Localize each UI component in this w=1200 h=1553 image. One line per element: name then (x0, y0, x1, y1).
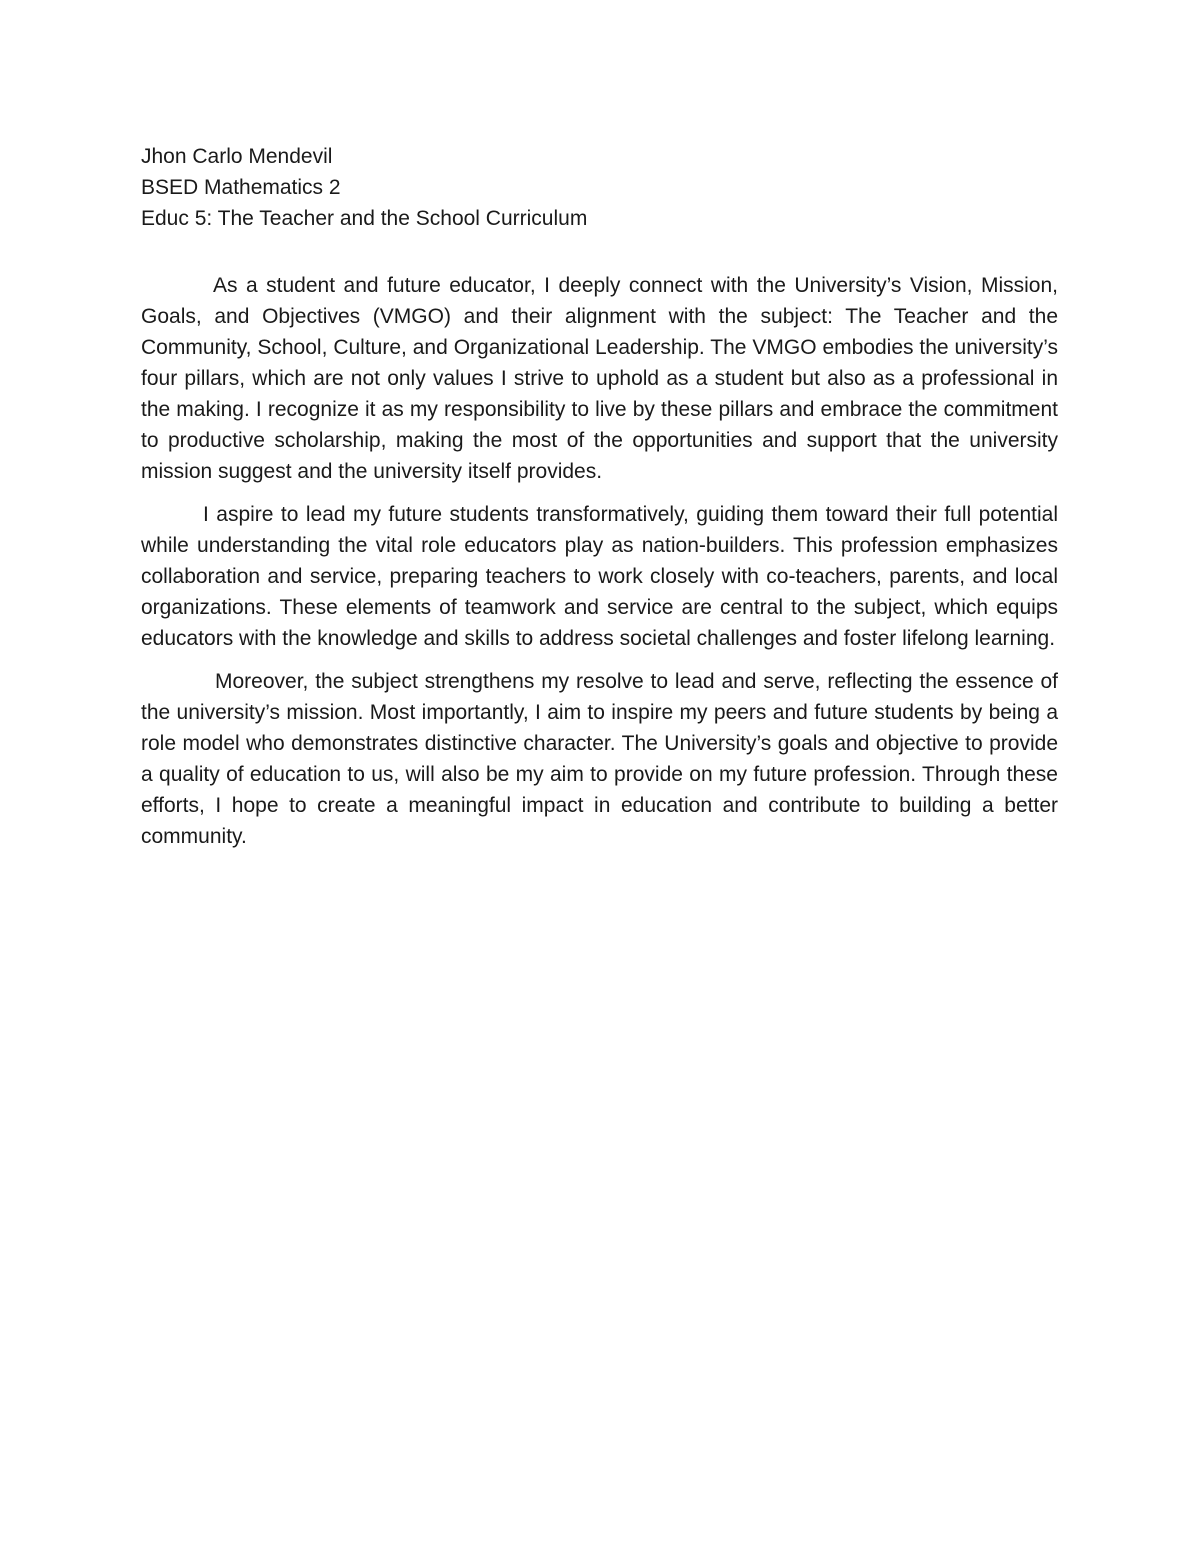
program-label: BSED Mathematics 2 (141, 176, 341, 199)
course-title: Educ 5: The Teacher and the School Curriculum (141, 207, 588, 230)
author-name: Jhon Carlo Mendevil (141, 145, 333, 168)
document-header (141, 141, 1058, 234)
document-content (141, 141, 1058, 864)
body-paragraph-1: As a student and future educator, I deeply connect with the University’s Vision, Mission, Goals, and Objectives (VMGO) and their alignment with the subject: The Teacher and the Community, School, Culture, and Organizational Leadership. The VMGO embodies the university’s four pillars, which are not only values I strive to uphold as a student but also as a professional in the making. I recognize it as my responsibility to live by these pillars and embrace the commitment to productive scholarship, making the most of the opportunities and support that the university mission suggest and the university itself provides. (141, 274, 1058, 483)
body-paragraph-2: I aspire to lead my future students transformatively, guiding them toward their full potential while understanding the vital role educators play as nation-builders. This profession emphasizes collaboration and service, preparing teachers to work closely with co-teachers, parents, and local organizations. These elements of teamwork and service are central to the subject, which equips educators with the knowledge and skills to address societal challenges and foster lifelong learning. (141, 503, 1058, 650)
body-paragraph-3: Moreover, the subject strengthens my resolve to lead and serve, reflecting the essence of the university’s mission. Most importantly, I aim to inspire my peers and future students by being a role model who demonstrates distinctive character. The University’s goals and objective to provide a quality of education to us, will also be my aim to provide on my future profession. Through these efforts, I hope to create a meaningful impact in education and contribute to building a better community. (141, 670, 1058, 848)
